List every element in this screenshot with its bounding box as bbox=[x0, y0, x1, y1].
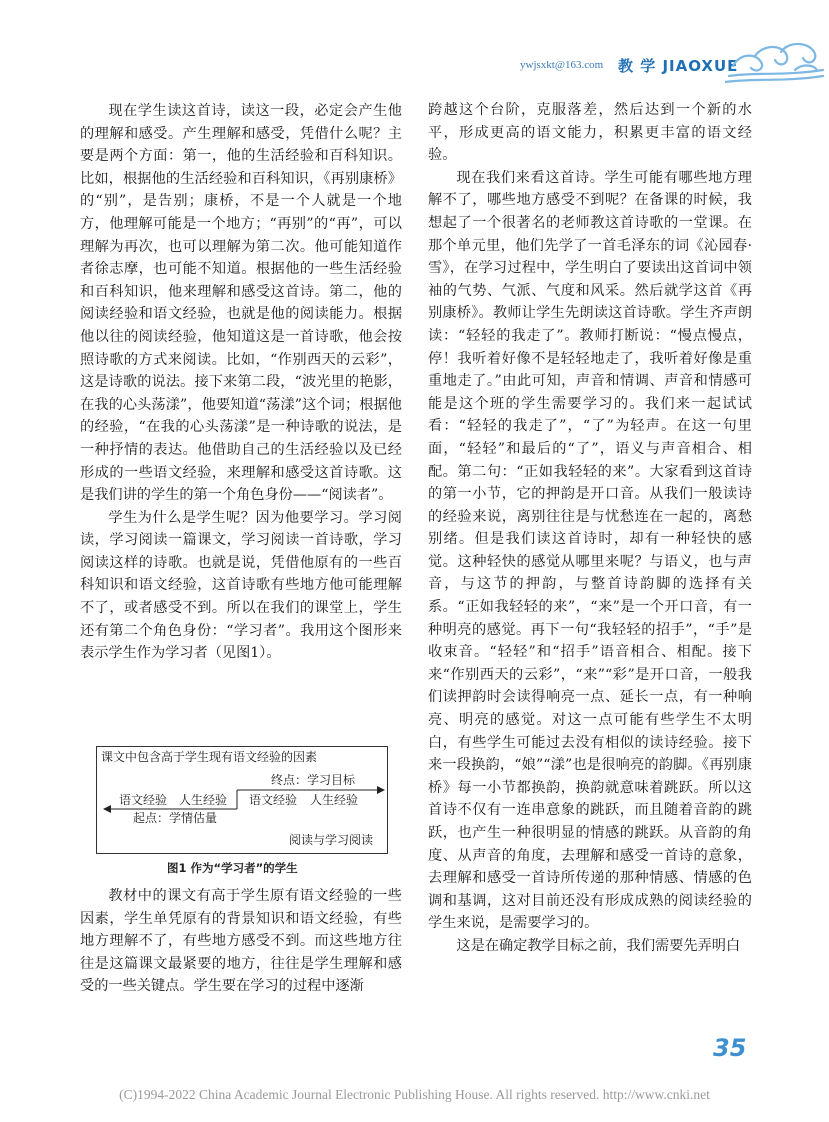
paragraph: 这是在确定教学目标之前，我们需要先弄明白 bbox=[456, 937, 741, 954]
cloud-wave-ornament-icon bbox=[725, 26, 825, 88]
left-column bbox=[80, 100, 402, 665]
figure-left-lang: 语文经验 bbox=[119, 793, 168, 807]
paragraph: 现在我们来看这首诗。学生可能有哪些地方理解不了，哪些地方感受不到呢？在备课的时候，我想起了一个很著名的老师教这首诗歌的一堂课。在那个单元里，他们先学了一首毛泽东的词《沁园春·雪》，在学习过程中，学生明白了要读出这首词中领袖的气势、气派、气度和风采。然后就学这首《再别康桥》。教师让学生先朗读这首诗歌。学生齐声朗读：“轻轻的我走了”。教师打断说：“慢点慢点，停！我听着好像不是轻轻地走了，我听着好像是重重地走了。”由此可知，声音和情调、声音和情感可能是这个班的学生需要学习的。我们来一起试试看：“轻轻的我走了”，“了”为轻声。在这一句里面，“轻轻”和最后的“了”，语义与声音相合、相配。第二句：“正如我轻轻的来”。大家看到这首诗的第一小节，它的押韵是开口音。从我们一般读诗的经验来说，离别往往是与忧愁连在一起的，离愁别绪。但是我们读这首诗时，却有一种轻快的感觉。这种轻快的感觉从哪里来呢？与语义，也与声音，与这节的押韵，与整首诗韵脚的选择有关系。“正如我轻轻的来”，“来”是一个开口音，有一种明亮的感觉。再下一句“我轻轻的招手”，“手”是收束音。“轻轻”和“招手”语音相合、相配。接下来“作别西天的云彩”，“来”“彩”是开口音，一般我们读押韵时会读得响亮一点、延长一点，有一种响亮、明亮的感觉。对这一点可能有些学生不太明白，有些学生可能过去没有相似的读诗经验。接下来一段换韵，“娘”“漾”也是很响亮的韵脚。《再别康桥》每一小节都换韵，换韵就意味着跳跃。所以这首诗不仅有一连串意象的跳跃，而且随着音韵的跳跃，也产生一种很明显的情感的跳跃。从音韵的角度、从声音的角度，去理解和感受一首诗的意象，去理解和感受一首诗所传递的那种情感、情感的色调和基调，这对目前还没有形成成熟的阅读经验的学生来说，是需要学习的。 bbox=[428, 169, 752, 932]
figure-learner-diagram bbox=[96, 746, 388, 854]
figure-goal-label: 终点：学习目标 bbox=[271, 773, 356, 787]
left-column-bottom bbox=[80, 885, 402, 998]
page-header bbox=[0, 56, 829, 86]
figure-caption: 图1 作为“学习者”的学生 bbox=[167, 861, 298, 875]
figure-top-label: 课文中包含高于学生现有语文经验的因素 bbox=[101, 750, 318, 764]
journal-email: ywjsxkt@163.com bbox=[520, 59, 604, 71]
section-title: 教 学 JIAOXUE bbox=[618, 57, 739, 75]
page-number: 35 bbox=[713, 1034, 747, 1062]
paragraph: 教材中的课文有高于学生原有语文经验的一些因素，学生单凭原有的背景知识和语文经验，有些地方理解不了，有些地方感受不到。而这些地方往往是这篇课文最紧要的地方，往往是学生理解和感受的一些关键点。学生要在学习的过程中逐渐 bbox=[80, 888, 402, 995]
figure-right-lang: 语文经验 bbox=[249, 793, 298, 807]
paragraph: 现在学生读这首诗，读这一段，必定会产生他的理解和感受。产生理解和感受，凭借什么呢？主要是两个方面：第一，他的生活经验和百科知识。比如，根据他的生活经验和百科知识，《再别康桥》的“别”，是告别；康桥，不是一个人就是一个地方，他理解可能是一个地方；“再别”的“再”，可以理解为再次，也可以理解为第二次。他可能知道作者徐志摩，也可能不知道。根据他的一些生活经验和百科知识，他来理解和感受这首诗。第二，他的阅读经验和语文经验，也就是他的阅读能力。根据他以往的阅读经验，他知道这是一首诗歌，他会按照诗歌的方式来阅读。比如，“作别西天的云彩”，这是诗歌的说法。接下来第二段，“波光里的艳影，在我的心头荡漾”，他要知道“荡漾”这个词；根据他的经验，“在我的心头荡漾”是一种诗歌的说法，是一种抒情的表达。他借助自己的生活经验以及已经形成的一些语文经验，来理解和感受这首诗歌。这是我们讲的学生的第一个角色身份——“阅读者”。 bbox=[80, 103, 402, 504]
figure-left-life: 人生经验 bbox=[179, 793, 228, 807]
figure-bottom-label: 阅读与学习阅读 bbox=[289, 833, 374, 847]
paragraph: 学生为什么是学生呢？因为他要学习。学习阅读，学习阅读一篇课文，学习阅读一首诗歌，学习阅读这样的诗歌。也就是说，凭借他原有的一些百科知识和语文经验，这首诗歌有些地方他可能理解不了，或者感受不到。所以在我们的课堂上，学生还有第二个角色身份：“学习者”。我用这个图形来表示学生作为学习者（见图1）。 bbox=[80, 509, 402, 662]
figure-start-label: 起点：学情估量 bbox=[133, 811, 218, 825]
figure-right-life: 人生经验 bbox=[310, 793, 359, 807]
paragraph: 跨越这个台阶，克服落差，然后达到一个新的水平，形成更高的语文能力，积累更丰富的语文经验。 bbox=[428, 102, 752, 164]
copyright-footer: (C)1994-2022 China Academic Journal Electronic Publishing House. All rights reserved. http://www.cnki.net bbox=[119, 1087, 710, 1102]
right-column bbox=[428, 99, 752, 958]
